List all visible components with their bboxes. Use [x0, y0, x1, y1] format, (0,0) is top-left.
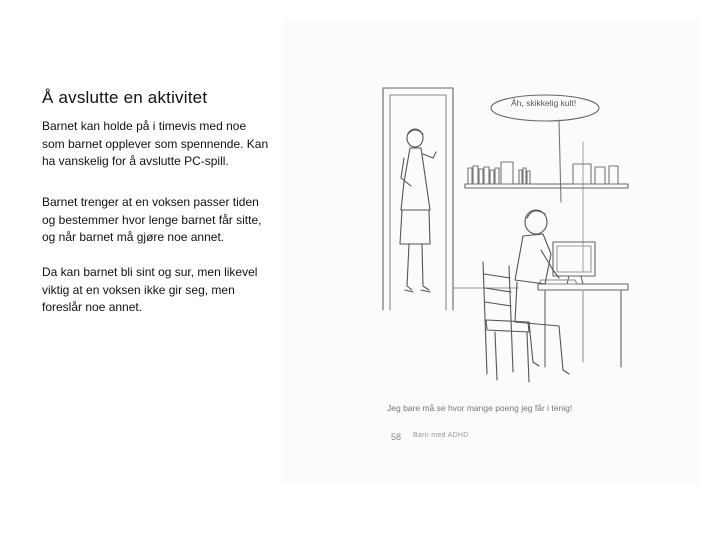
page-number: 58: [391, 432, 402, 442]
paragraph-3: Da kan barnet bli sint og sur, men likevel viktig at en voksen ikke gir seg, men foreslår noe annet.: [42, 265, 258, 314]
illustration-caption: Jeg bare må se hvor mange poeng jeg får i tenig!: [387, 403, 573, 413]
page-footer-label: Barn med ADHD: [413, 432, 469, 439]
illustration-panel: [283, 22, 700, 484]
page-heading: Å avslutte en aktivitet: [42, 88, 208, 107]
scene-drawing: [283, 22, 700, 484]
paragraph-2: Barnet trenger at en voksen passer tiden og bestemmer hvor lenge barnet får sitte, og når barnet må gjøre noe annet.: [42, 195, 262, 244]
paragraph-1: Barnet kan holde på i timevis med noe som barnet opplever som spennende. Kan ha vanskelig for å avslutte PC-spill.: [42, 119, 269, 168]
speech-bubble-text: Åh, skikkelig kult!: [511, 98, 577, 108]
